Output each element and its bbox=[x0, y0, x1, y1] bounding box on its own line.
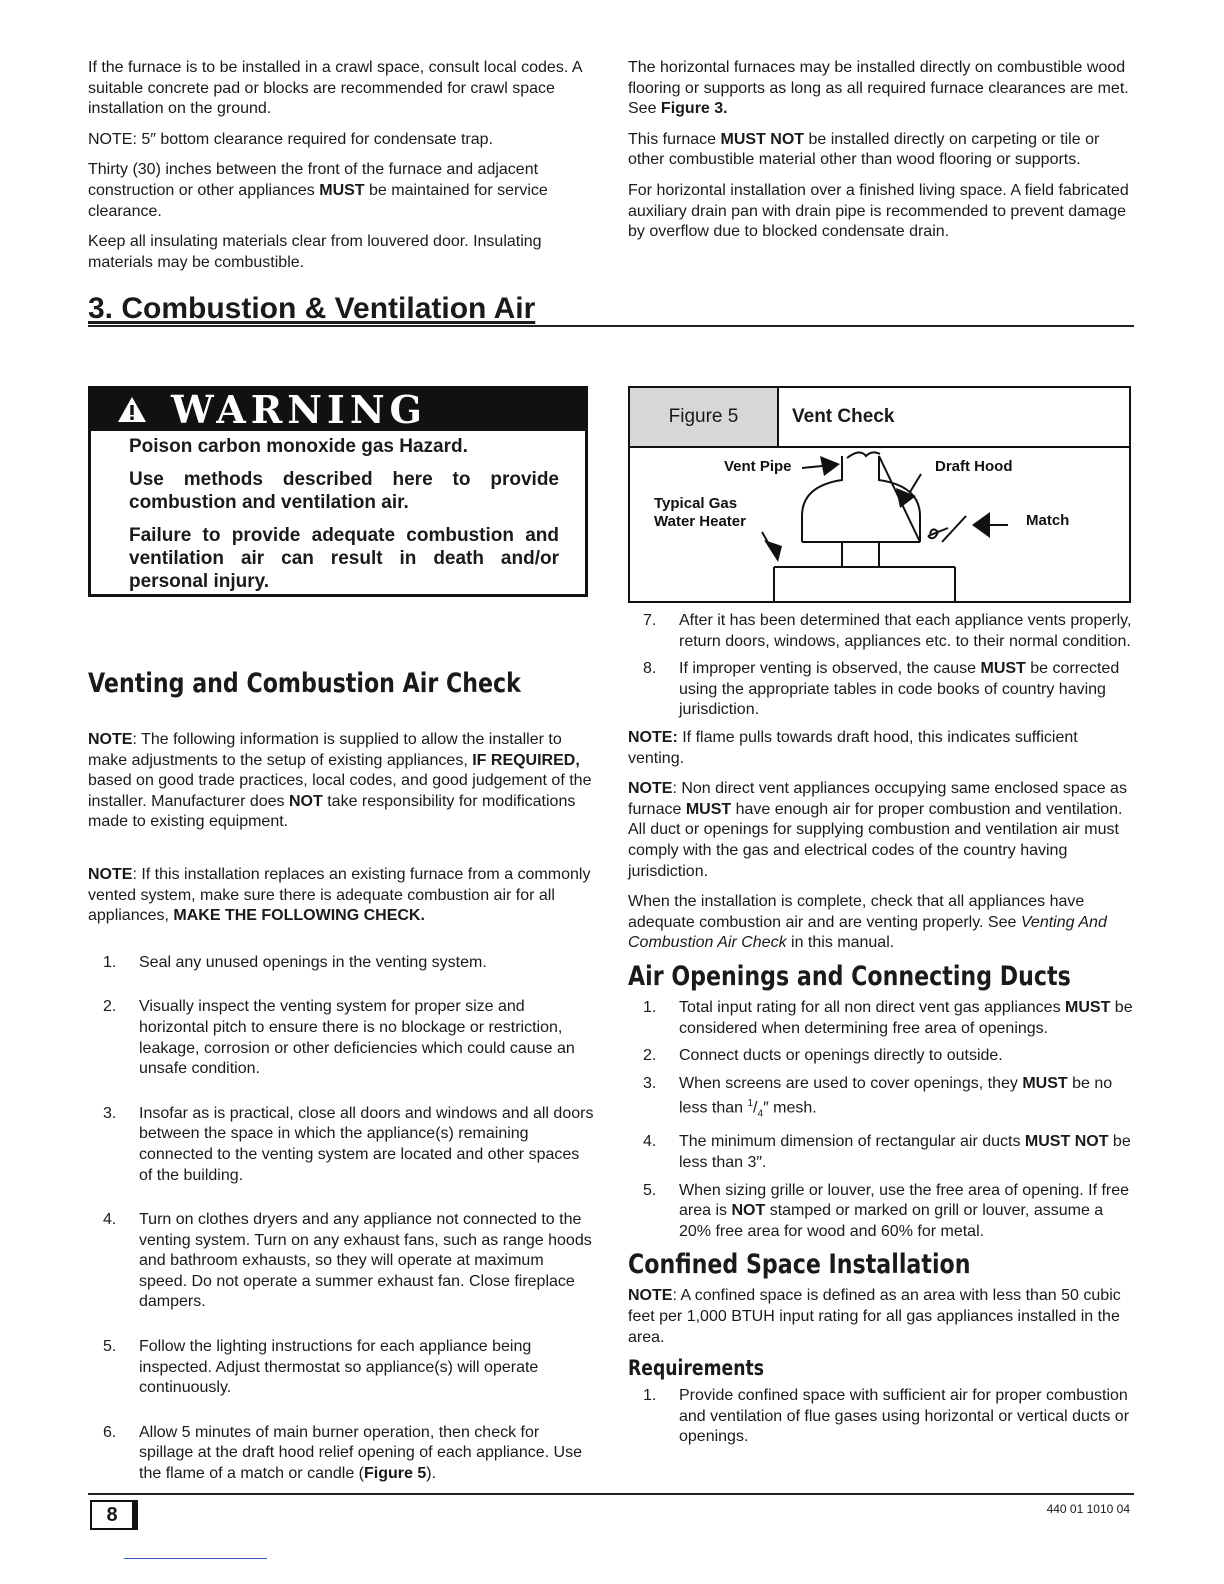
installer-note: NOTE: The following information is supplied to allow the installer to make adjustments to the setup of existing appliances, IF REQUIRED, based on good trade practices, local codes, and good judgement of the installer. Manufacturer does NOT take responsibility for modifications made to existing equipment. bbox=[88, 731, 592, 831]
horizontal-furnace-paragraph: The horizontal furnaces may be installed directly on combustible wood flooring or supports as long as all required furnace clearances are met. See Figure 3. bbox=[628, 59, 1129, 118]
list-item: 3. When screens are used to cover openings, they MUST be no less than $^1/_4''$ mesh. bbox=[643, 1074, 1113, 1120]
carpeting-paragraph: This furnace MUST NOT be installed directly on carpeting or tile or other combustible material other than wood flooring or supports. bbox=[628, 130, 1100, 169]
page-number: 8 bbox=[90, 1500, 134, 1530]
confined-space-note: NOTE: A confined space is defined as an area with less than 50 cubic feet per 1,000 BTUH input rating for all gas appliances installed in the area. bbox=[628, 1287, 1121, 1346]
requirements-list bbox=[628, 1386, 1134, 1448]
top-left-column bbox=[88, 58, 594, 283]
non-direct-vent-note: NOTE: Non direct vent appliances occupying same enclosed space as furnace MUST have enough air for proper combustion and ventilation. All duct or openings for supplying combustion and ventilation air must comply with the gas and electrical codes of the country having jurisdiction. bbox=[628, 780, 1127, 880]
replacement-note: NOTE: If this installation replaces an existing furnace from a commonly vented system, make sure there is adequate combustion air for all appliances, MAKE THE FOLLOWING CHECK. bbox=[88, 865, 591, 925]
typical-gas-label: Typical Gas bbox=[654, 495, 738, 512]
condensate-note: NOTE: 5″ bottom clearance required for condensate trap. bbox=[88, 130, 493, 148]
venting-check-title: Venting and Combustion Air Check bbox=[88, 668, 521, 699]
insulating-paragraph: Keep all insulating materials clear from louvered door. Insulating materials may be combustible. bbox=[88, 233, 542, 271]
section-title: 3. Combustion & Ventilation Air bbox=[88, 292, 536, 325]
right-main-column bbox=[628, 611, 1134, 1455]
page-number-shadow bbox=[134, 1500, 138, 1530]
warning-header bbox=[91, 389, 585, 431]
service-clearance-paragraph: Thirty (30) inches between the front of the furnace and adjacent construction or other appliances MUST be maintained for service clearance. bbox=[88, 161, 548, 220]
requirements-title: Requirements bbox=[628, 1356, 764, 1381]
list-item: 1. Total input rating for all non direct vent gas appliances MUST be considered when determining free area of openings. bbox=[643, 998, 1133, 1037]
list-item: 2. Connect ducts or openings directly to outside. bbox=[643, 1047, 1003, 1065]
vent-pipe-label: Vent Pipe bbox=[724, 458, 792, 475]
list-item: 6. Allow 5 minutes of main burner operation, then check for spillage at the draft hood relief opening of each appliance. Use the flame of a match or candle (Figure 5). bbox=[103, 1423, 582, 1483]
list-item: 5. Follow the lighting instructions for each appliance being inspected. Adjust thermostat so appliance(s) will operate continuously. bbox=[103, 1338, 539, 1397]
list-item: 7. After it has been determined that each appliance vents properly, return doors, windows, appliances etc. to their normal condition. bbox=[643, 612, 1132, 650]
figure-tab: Figure 5 bbox=[630, 388, 779, 446]
list-item: 1. Provide confined space with sufficient air for proper combustion and ventilation of flue gases using horizontal or vertical ducts or openings. bbox=[643, 1387, 1130, 1446]
link-underline bbox=[124, 1558, 267, 1559]
venting-steps-continued bbox=[628, 611, 1134, 721]
warning-line-hazard: Poison carbon monoxide gas Hazard. bbox=[129, 436, 468, 457]
warning-line-methods: Use methods described here to provide combustion and ventilation air. bbox=[129, 469, 559, 513]
flame-note: NOTE: If flame pulls towards draft hood, this indicates sufficient venting. bbox=[628, 728, 1078, 767]
air-openings-list bbox=[628, 998, 1134, 1242]
drain-pan-paragraph: For horizontal installation over a finished living space. A field fabricated auxiliary drain pan with drain pipe is recommended to prevent damage by overflow due to blocked condensate drain. bbox=[628, 181, 1129, 241]
figure-title: Vent Check bbox=[792, 406, 895, 427]
installation-complete-paragraph: When the installation is complete, check that all appliances have adequate combustion air and are venting properly. See Venting And Combustion Air Check in this manual. bbox=[628, 893, 1107, 952]
warning-box bbox=[88, 386, 588, 597]
footer-rule bbox=[88, 1493, 1134, 1495]
venting-steps-list bbox=[88, 953, 594, 1485]
air-openings-title: Air Openings and Connecting Ducts bbox=[628, 960, 1071, 992]
list-item: 2. Visually inspect the venting system for proper size and horizontal pitch to ensure there is no blockage or restriction, leakage, corrosion or other deficiencies which could cause an unsafe condition. bbox=[103, 998, 575, 1078]
match-icon bbox=[928, 528, 948, 538]
section-rule bbox=[88, 325, 1134, 327]
draft-hood-label: Draft Hood bbox=[935, 458, 1013, 475]
warning-title: WARNING bbox=[171, 387, 428, 432]
document-id: 440 01 1010 04 bbox=[1046, 1502, 1130, 1516]
match-label: Match bbox=[1026, 512, 1070, 529]
water-heater-label: Water Heater bbox=[654, 513, 746, 530]
warning-triangle-icon bbox=[117, 396, 147, 423]
list-item: 4. The minimum dimension of rectangular air ducts MUST NOT be less than 3″. bbox=[643, 1133, 1131, 1171]
list-item: 1. Seal any unused openings in the venting system. bbox=[103, 953, 487, 971]
venting-column bbox=[88, 730, 594, 1509]
list-item: 5. When sizing grille or louver, use the free area of opening. If free area is NOT stamped or marked on grill or louver, assume a 20% free area for wood and 60% for metal. bbox=[643, 1181, 1130, 1240]
list-item: 3. Insofar as is practical, close all doors and windows and all doors between the space in which the appliance(s) remaining connected to the venting system are located and other spaces of the building. bbox=[103, 1104, 594, 1184]
crawl-space-paragraph: If the furnace is to be installed in a crawl space, consult local codes. A suitable concrete pad or blocks are recommended for crawl space installation on the ground. bbox=[88, 59, 582, 118]
list-item: 4. Turn on clothes dryers and any appliance not connected to the venting system. Turn on any exhaust fans, such as range hoods and bathroom exhausts, so they will operate at maximum speed. Do not operate a summer exhaust fan. Close fireplace dampers. bbox=[103, 1211, 592, 1311]
vent-check-diagram bbox=[630, 446, 1129, 601]
top-right-column bbox=[628, 58, 1134, 253]
list-item: 8. If improper venting is observed, the cause MUST be corrected using the appropriate tables in code books of country having jurisdiction. bbox=[643, 660, 1120, 719]
confined-space-title: Confined Space Installation bbox=[628, 1249, 971, 1281]
warning-line-failure: Failure to provide adequate combustion and ventilation air can result in death and/or personal injury. bbox=[129, 525, 559, 592]
figure-5-vent-check bbox=[628, 386, 1131, 603]
